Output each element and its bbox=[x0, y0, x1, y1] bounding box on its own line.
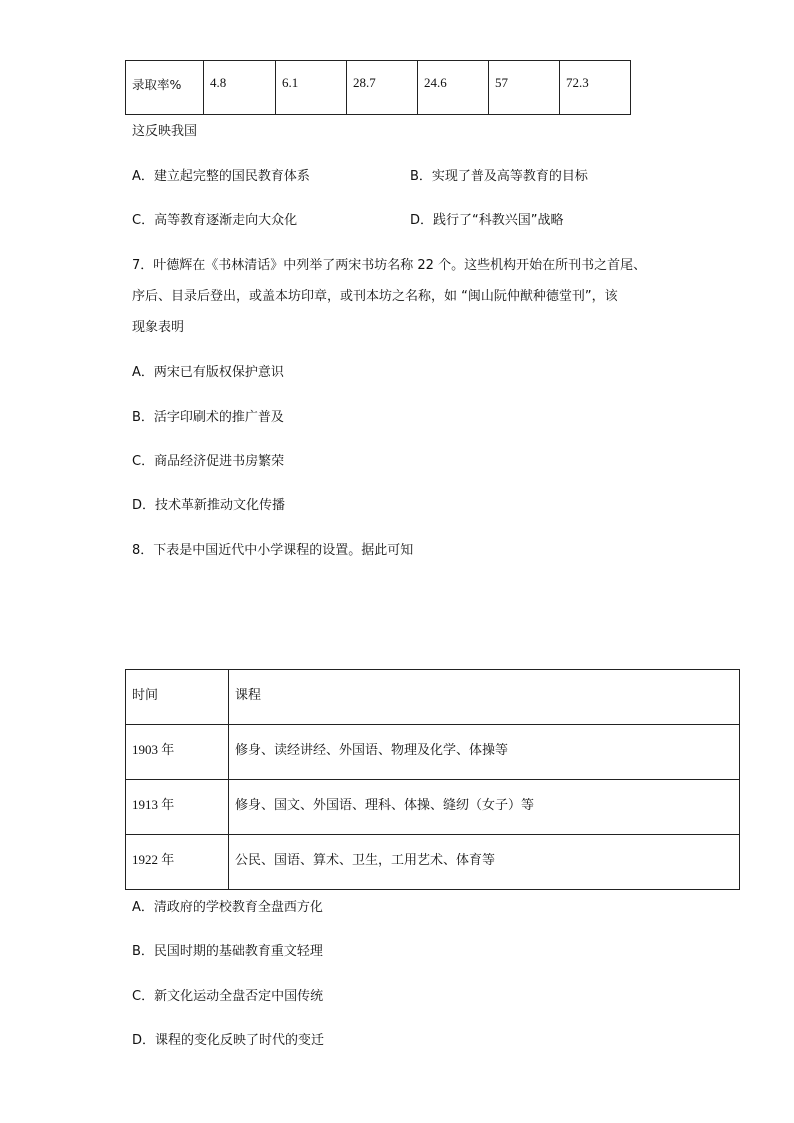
option-d: D．践行了“科教兴国”战略 bbox=[410, 213, 564, 228]
course-table bbox=[125, 669, 740, 890]
row-label-cell: 录取率% bbox=[126, 61, 204, 115]
option-c: C．新文化运动全盘否定中国传统 bbox=[132, 989, 324, 1004]
option-a: A．两宋已有版权保护意识 bbox=[132, 365, 284, 380]
table-cell: 6.1 bbox=[276, 61, 347, 115]
question-stem-line: 7．叶德辉在《书林清话》中列举了两宋书坊名称 22 个。这些机构开始在所刊书之首尾、 bbox=[132, 258, 647, 273]
option-d: D．课程的变化反映了时代的变迁 bbox=[132, 1033, 325, 1048]
option-a: A．清政府的学校教育全盘西方化 bbox=[132, 900, 323, 915]
table-cell: 72.3 bbox=[560, 61, 631, 115]
option-b: B．活字印刷术的推广普及 bbox=[132, 410, 284, 425]
question-stem-line: 序后、目录后登出，或盖本坊印章，或刊本坊之名称，如 “闽山阮仲猷种德堂刊”，该 bbox=[132, 289, 618, 304]
table-row bbox=[126, 835, 740, 890]
year-cell: 1922 年 bbox=[126, 835, 229, 890]
option-d: D．技术革新推动文化传播 bbox=[132, 498, 286, 513]
table-header-row bbox=[126, 670, 740, 725]
courses-cell: 公民、国语、算术、卫生，工用艺术、体育等 bbox=[229, 835, 740, 890]
option-c: C．商品经济促进书房繁荣 bbox=[132, 454, 285, 469]
option-a: A．建立起完整的国民教育体系 bbox=[132, 169, 310, 184]
table-row bbox=[126, 780, 740, 835]
option-c: C．高等教育逐渐走向大众化 bbox=[132, 213, 298, 228]
question-stem: 8．下表是中国近代中小学课程的设置。据此可知 bbox=[132, 543, 414, 558]
column-header-courses: 课程 bbox=[229, 670, 740, 725]
table-cell: 24.6 bbox=[418, 61, 489, 115]
option-b: B．民国时期的基础教育重文轻理 bbox=[132, 944, 323, 959]
year-cell: 1903 年 bbox=[126, 725, 229, 780]
courses-cell: 修身、读经讲经、外国语、物理及化学、体操等 bbox=[229, 725, 740, 780]
column-header-time: 时间 bbox=[126, 670, 229, 725]
question-stem-line: 现象表明 bbox=[132, 320, 185, 335]
question-stem-tail: 这反映我国 bbox=[132, 124, 198, 139]
admission-rate-table bbox=[125, 60, 631, 115]
option-b: B．实现了普及高等教育的目标 bbox=[410, 169, 588, 184]
table-cell: 28.7 bbox=[347, 61, 418, 115]
table-row bbox=[126, 725, 740, 780]
courses-cell: 修身、国文、外国语、理科、体操、缝纫（女子）等 bbox=[229, 780, 740, 835]
year-cell: 1913 年 bbox=[126, 780, 229, 835]
table-row bbox=[126, 61, 631, 115]
table-cell: 57 bbox=[489, 61, 560, 115]
table-cell: 4.8 bbox=[204, 61, 276, 115]
